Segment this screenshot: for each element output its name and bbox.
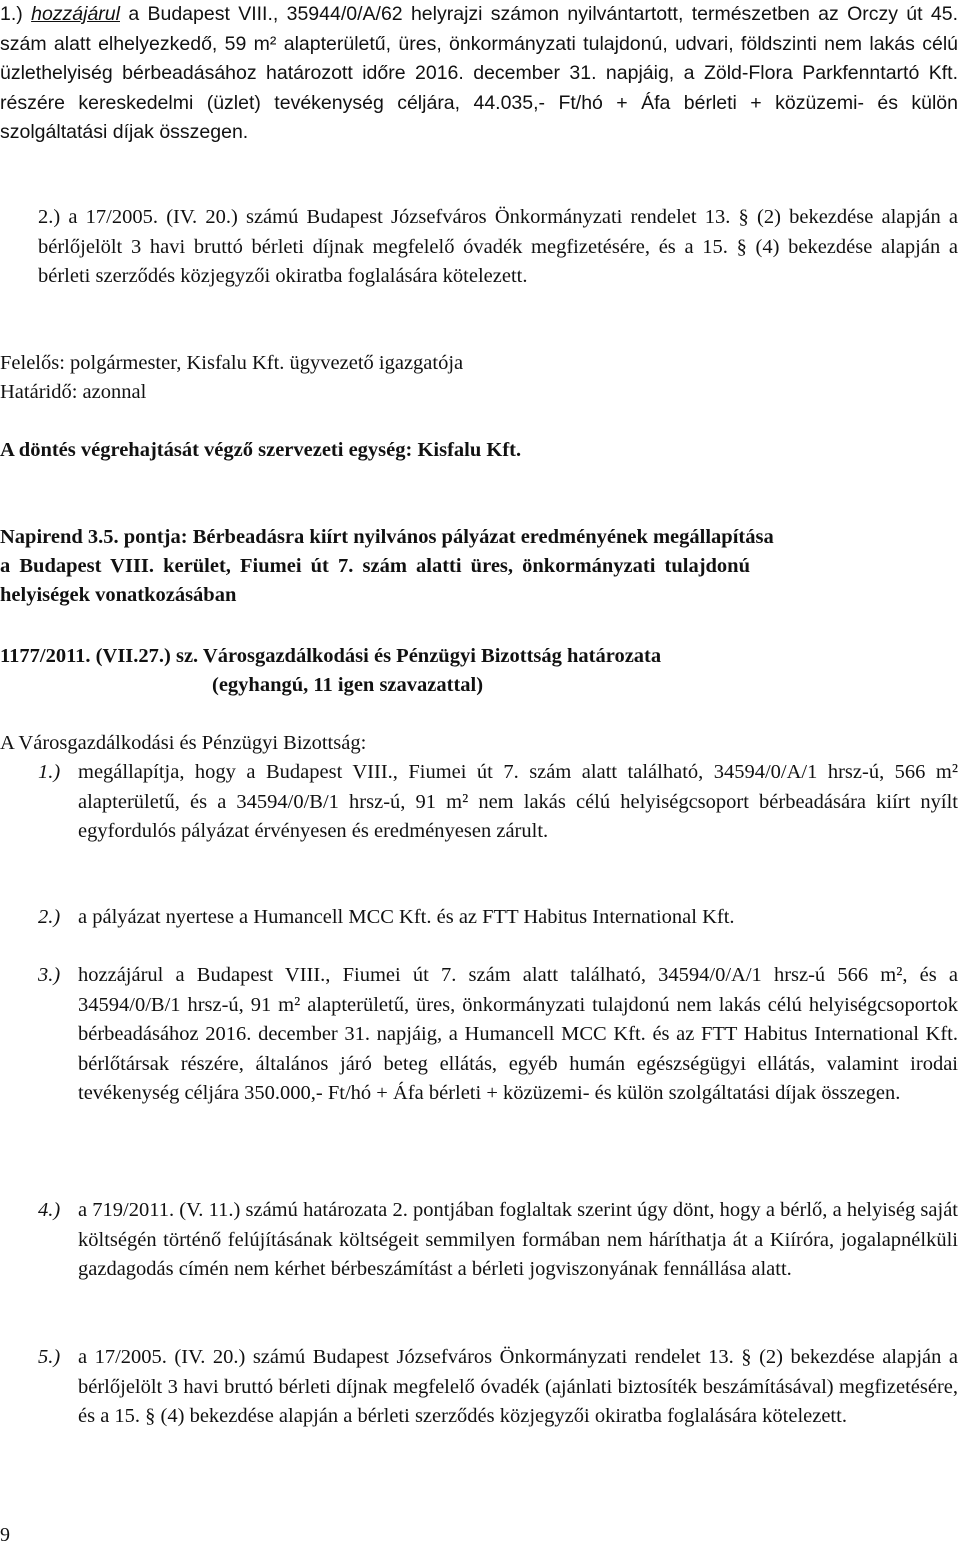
resolution-subtitle: (egyhangú, 11 igen szavazattal)	[212, 674, 484, 696]
section-1-text: a Budapest VIII., 35944/0/A/62 helyrajzi számon nyilvántartott, természetben az Orczy út 45. szám alatt elhelyezkedő, 59 m² alapterületű, üres, önkormányzati tulajdonú, udvari, földszinti nem lakás célú üzlethelyiség bérbeadásához határozott időre 2016. december 31. napjáig, a Zöld-Flora Parkfenntartó Kft. részére kereskedelmi (üzlet) tevékenység céljára, 44.035,- Ft/hó + Áfa bérleti + közüzemi- és külön szolgáltatási díjak összegen.	[0, 3, 959, 143]
responsible-line: Felelős: polgármester, Kisfalu Kft. ügyvezető igazgatója	[0, 352, 464, 374]
item-4-text: a 719/2011. (V. 11.) számú határozata 2. pontjában foglaltak szerint úgy dönt, hogy a bérlő, a helyiség saját költségén történő felújításának költségeit semmilyen formában nem háríthatja át a Kiíróra, jogalapnélküli gazdagodás címén nem kérhet bérbeszámítást a bérleti jogviszonyának fennállása alatt.	[78, 1199, 958, 1280]
page-number: 9	[0, 1524, 10, 1546]
item-5-text: a 17/2005. (IV. 20.) számú Budapest Józsefváros Önkormányzati rendelet 13. § (2) bekezdése alapján a bérlőjelölt 3 havi bruttó bérleti díjnak megfelelő óvadék (ajánlati biztosíték beszámításával) megfizetésére, és a 15. § (4) bekezdése alapján a bérleti szerződés közjegyzői okiratba foglalására kötelezett.	[78, 1346, 958, 1427]
section-1-paragraph	[0, 0, 958, 148]
item-1-text: megállapítja, hogy a Budapest VIII., Fiumei út 7. szám alatt található, 34594/0/A/1 hrsz-ú, 566 m² alapterületű, és a 34594/0/B/1 hrsz-ú, 91 m² nem lakás célú helyiségcsoport bérbeadására kiírt nyílt egyfordulós pályázat érvényesen és eredményesen zárult.	[78, 761, 958, 842]
section-1-verb: hozzájárul	[31, 3, 120, 25]
agenda-line-1: Napirend 3.5. pontja: Bérbeadásra kiírt nyilvános pályázat eredményének megállapítása	[0, 526, 774, 548]
section-1-number: 1.)	[0, 3, 23, 25]
resolution-title: 1177/2011. (VII.27.) sz. Városgazdálkodási és Pénzügyi Bizottság határozata	[0, 645, 662, 667]
agenda-line-2: a Budapest VIII. kerület, Fiumei út 7. szám alatti üres, önkormányzati tulajdonú	[0, 555, 750, 577]
item-1-number: 1.)	[38, 761, 61, 783]
item-3-text: hozzájárul a Budapest VIII., Fiumei út 7. szám alatt található, 34594/0/A/1 hrsz-ú 566 m², és a 34594/0/B/1 hrsz-ú, 91 m² alapterületű, üres, önkormányzati tulajdonú nem lakás célú helyiségcsoportok bérbeadásához 2016. december 31. napjáig, a Humancell MCC Kft. és az FTT Habitus International Kft. bérlőtársak részére, általános járó beteg ellátás, egyéb humán egészségügyi ellátás, valamint irodai tevékenység céljára 350.000,- Ft/hó + Áfa bérleti + közüzemi- és külön szolgáltatási díjak összegen.	[78, 964, 958, 1104]
item-2-text: a pályázat nyertese a Humancell MCC Kft. és az FTT Habitus International Kft.	[78, 906, 735, 928]
section-2-paragraph: 2.) a 17/2005. (IV. 20.) számú Budapest Józsefváros Önkormányzati rendelet 13. § (2) bekezdése alapján a bérlőjelölt 3 havi bruttó bérleti díjnak megfelelő óvadék megfizetésére, és a 15. § (4) bekezdése alapján a bérleti szerződés közjegyzői okiratba foglalására kötelezett.	[38, 206, 958, 287]
executor-line: A döntés végrehajtását végző szervezeti egység: Kisfalu Kft.	[0, 439, 522, 461]
item-2-number: 2.)	[38, 906, 61, 928]
item-3-number: 3.)	[38, 964, 61, 986]
agenda-line-3: helyiségek vonatkozásában	[0, 584, 237, 606]
item-5-number: 5.)	[38, 1346, 61, 1368]
item-4-number: 4.)	[38, 1199, 61, 1221]
deadline-line: Határidő: azonnal	[0, 381, 147, 403]
committee-heading: A Városgazdálkodási és Pénzügyi Bizottság:	[0, 732, 367, 754]
